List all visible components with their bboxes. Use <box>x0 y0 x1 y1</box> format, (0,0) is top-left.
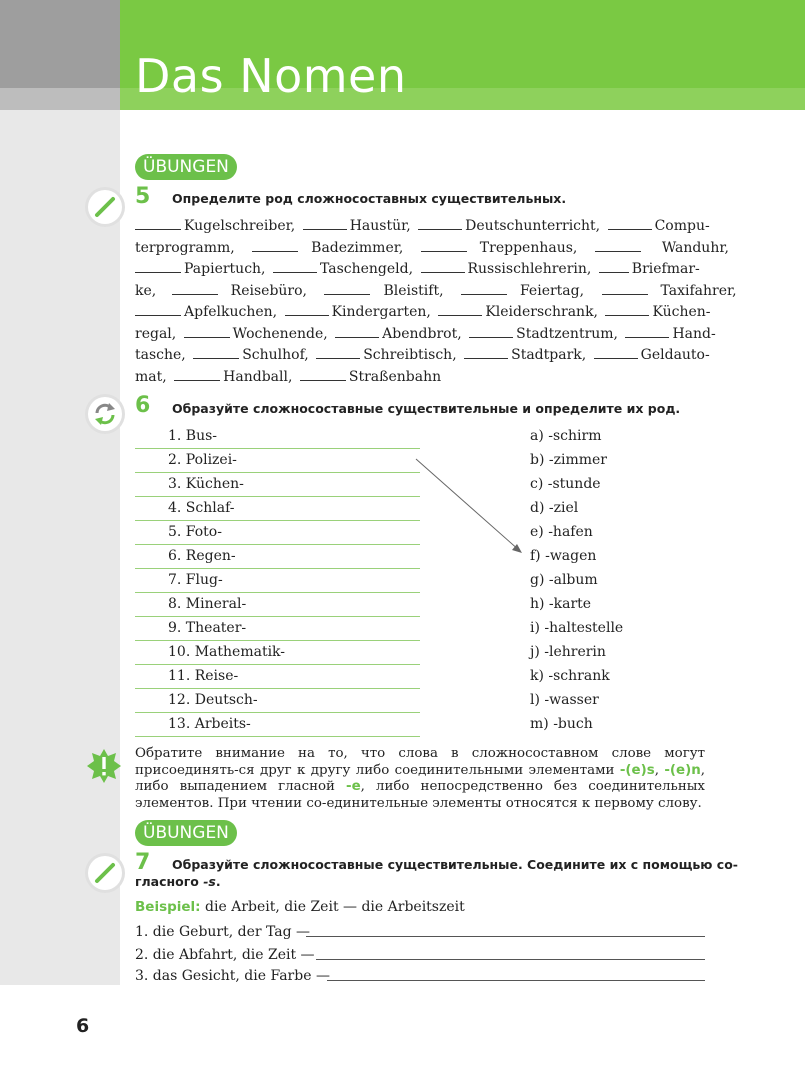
answer-line[interactable] <box>306 936 705 937</box>
option-item: a) -schirm <box>530 428 602 444</box>
text-line: Papiertuch, Taschengeld, Russischlehrerin, Briefmar- <box>135 259 705 281</box>
list-item: 6. Regen- <box>135 544 420 569</box>
exercise-item: 1. die Geburt, der Tag — <box>135 924 311 940</box>
option-item: d) -ziel <box>530 500 579 516</box>
page-title: Das Nomen <box>135 49 407 103</box>
exercise-task: Образуйте сложносоставные существительные и определите их род. <box>172 401 681 416</box>
option-item: l) -wasser <box>530 692 599 708</box>
exercise-number: 7 <box>135 850 151 875</box>
option-item: i) -haltestelle <box>530 620 624 636</box>
refresh-icon <box>88 397 122 431</box>
text-line: ke, Reisebüro, Bleistift, Feiertag, Taxifahrer, <box>135 283 737 299</box>
option-item: k) -schrank <box>530 668 610 684</box>
option-item: h) -karte <box>530 596 592 612</box>
text-line: terprogramm, Badezimmer, Treppenhaus, Wanduhr, <box>135 240 729 256</box>
section-label-ubungen: ÜBUNGEN <box>135 154 237 180</box>
answer-line[interactable] <box>327 980 705 981</box>
attention-icon <box>86 748 122 784</box>
exercise-task: Определите род сложносоставных существительных. <box>172 191 567 206</box>
list-item: 10. Mathematik- <box>135 640 420 665</box>
pencil-icon <box>88 856 122 890</box>
list-item: 4. Schlaf- <box>135 496 420 521</box>
grammar-note: Обратите внимание на то, что слова в сложносоставном слове могут присоединять-ся друг к другу либо соединительными элементами -(e)s, -(e)n, либо выпадением гласной -e, либо непосредственно без соединительных элементов. При чтении со-единительные элементы относятся к первому слову. <box>135 746 705 811</box>
exercise-number: 6 <box>135 393 151 418</box>
exercise-number: 5 <box>135 184 151 209</box>
list-item: 11. Reise- <box>135 664 420 689</box>
option-item: e) -hafen <box>530 524 593 540</box>
option-item: g) -album <box>530 572 598 588</box>
list-item: 2. Polizei- <box>135 448 420 473</box>
example-line: Beispiel: die Arbeit, die Zeit — die Arbeitszeit <box>135 899 465 915</box>
option-item: c) -stunde <box>530 476 601 492</box>
exercise-item: 2. die Abfahrt, die Zeit — <box>135 947 315 963</box>
text-line: Kugelschreiber, Haustür, Deutschunterricht, Compu- <box>135 216 705 238</box>
list-item: 1. Bus- <box>135 424 420 449</box>
list-item: 9. Theater- <box>135 616 420 641</box>
list-item: 8. Mineral- <box>135 592 420 617</box>
option-item: j) -lehrerin <box>530 644 606 660</box>
section-label-ubungen: ÜBUNGEN <box>135 820 237 846</box>
list-item: 7. Flug- <box>135 568 420 593</box>
list-item: 5. Foto- <box>135 520 420 545</box>
text-line: Apfelkuchen, Kindergarten, Kleiderschrank, Küchen- <box>135 302 705 324</box>
example-arrow <box>410 455 530 559</box>
answer-line[interactable] <box>316 959 705 960</box>
pencil-icon <box>88 190 122 224</box>
exercise-task-continued: гласного -s. <box>135 874 221 889</box>
option-item: f) -wagen <box>530 548 597 564</box>
text-line: tasche, Schulhof, Schreibtisch, Stadtpark, Geldauto- <box>135 347 710 363</box>
sidebar <box>0 110 120 985</box>
exercise-item: 3. das Gesicht, die Farbe — <box>135 968 330 984</box>
list-item: 12. Deutsch- <box>135 688 420 713</box>
list-item: 13. Arbeits- <box>135 712 420 737</box>
option-item: b) -zimmer <box>530 452 607 468</box>
list-item: 3. Küchen- <box>135 472 420 497</box>
text-line: regal, Wochenende, Abendbrot, Stadtzentrum, Hand- <box>135 326 716 342</box>
sidebar-top <box>0 0 120 110</box>
text-line: mat, Handball, Straßenbahn <box>135 369 442 385</box>
option-item: m) -buch <box>530 716 593 732</box>
exercise-task: Образуйте сложносоставные существительные. Соедините их с помощью со- <box>172 857 738 872</box>
page-number: 6 <box>76 1015 90 1037</box>
